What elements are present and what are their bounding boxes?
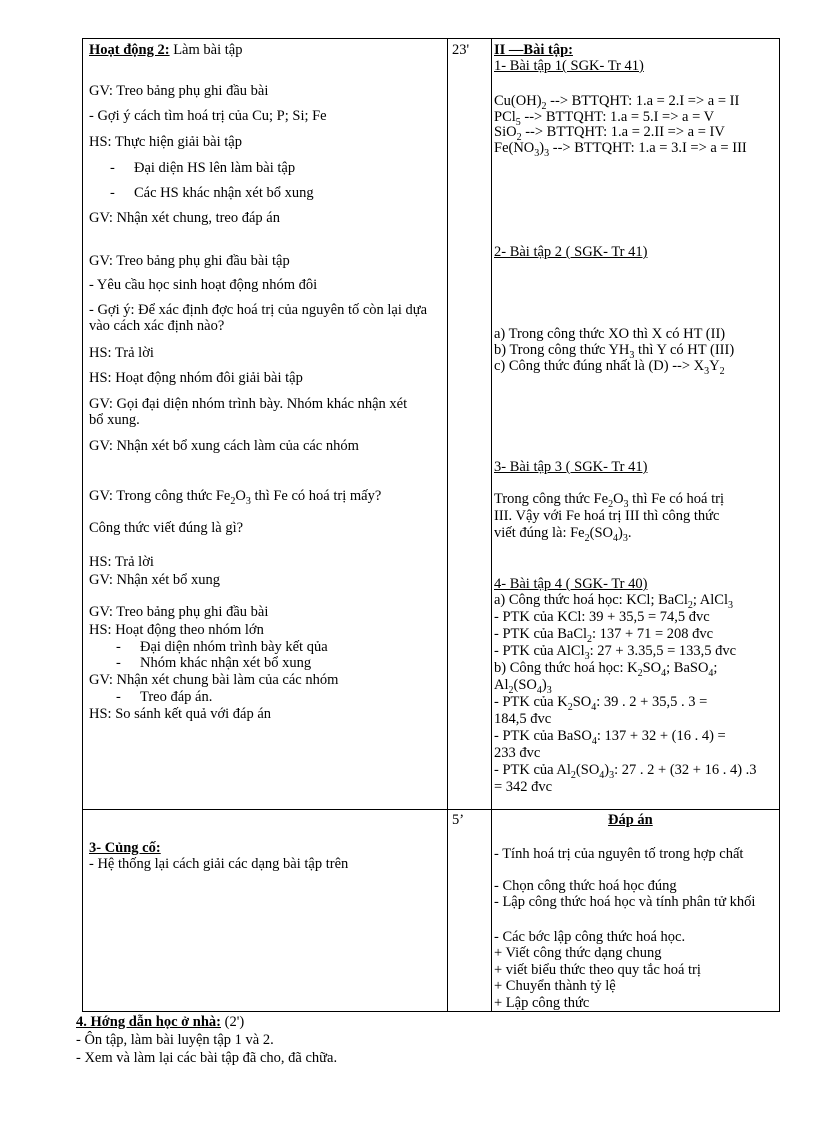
left-line: GV: Nhận xét bổ xung [89,572,221,588]
left-line: - Gợi ý cách tìm hoá trị của Cu; P; Si; Fe [89,108,327,124]
bt1-line: $Fe(NO_3)_3$ --> BTTQHT: 1.a = 3.I => a = III [494,140,747,159]
bt4-line: - PTK của BaSO$_4$: 137 + 32 + (16 . 4) = [494,728,726,747]
bt2-title: 2- Bài tập 2 ( SGK- Tr 41) [494,244,648,260]
activity-heading: Hoạt động 2: Làm bài tập [89,42,243,58]
left-line: GV: Nhận xét chung, treo đáp án [89,210,280,226]
bt1-line: PCl$_5$ --> BTTQHT: 1.a = 5.I => a = V [494,109,715,128]
bt1-title: 1- Bài tập 1( SGK- Tr 41) [494,58,644,74]
bt4-line: - PTK của AlCl$_3$: 27 + 3.35,5 = 133,5 đvc [494,643,737,662]
left-line: GV: Treo bảng phụ ghi đầu bài tập [89,253,290,269]
bt4-line: 184,5 đvc [494,711,552,727]
bt4-line: $Al_2(SO_4)_3$ [494,677,552,696]
bt4-line: - PTK của $Al_2(SO_4)_3$: 27 . 2 + (32 + 16 . 4) .3 [494,762,757,781]
left-line: HS: Trả lời [89,554,154,570]
left-line: HS: Hoạt động theo nhóm lớn [89,622,264,638]
time-cell: 23' [452,42,470,58]
left-line: HS: Trả lời [89,345,154,361]
bt3-line: Trong công thức $Fe_2O_3$ thì Fe có hoá trị [494,491,724,510]
dap-an-line: + viết biểu thức theo quy tắc hoá trị [494,962,701,978]
bullet-line: - Các HS khác nhận xét bổ xung [110,185,314,201]
gv-question: GV: Trong công thức $Fe_2O_3$ thì Fe có hoá trị mấy? [89,488,382,507]
row-divider [83,809,779,810]
section-title: II —Bài tập: [494,42,573,58]
bt2-line: c) Công thức đúng nhất là (D) --> $X_3Y_2$ [494,358,725,377]
left-line: - Gợi ý: Để xác định đợc hoá trị của nguyên tố còn lại dựa vào cách xác định nào? [89,302,428,334]
bt2-line: b) Trong công thức $YH_3$ thì Y có HT (III) [494,342,735,361]
bt4-line: - PTK của KCl: 39 + 35,5 = 74,5 đvc [494,609,710,625]
homework-line: - Ôn tập, làm bài luyện tập 1 và 2. [76,1032,274,1048]
bullet-line: - Đại diện HS lên làm bài tập [110,160,296,176]
left-line: HS: Thực hiện giải bài tập [89,134,242,150]
bt4-line: - PTK của $K_2SO_4$: 39 . 2 + 35,5 . 3 = [494,694,708,713]
bt4-line: a) Công thức hoá học: KCl; BaCl$_2$; AlCl$_3$ [494,592,733,611]
cung-co-text: - Hệ thống lại cách giải các dạng bài tập trên [89,856,349,872]
dap-an-line: + Lập công thức [494,995,590,1011]
bt4-line: = 342 đvc [494,779,553,795]
left-line: - Yêu cầu học sinh hoạt động nhóm đôi [89,277,318,293]
dap-an-title: Đáp án [608,812,653,828]
left-line: GV: Treo bảng phụ ghi đầu bài [89,604,269,620]
time-cell: 5’ [452,812,465,828]
bt4-title: 4- Bài tập 4 ( SGK- Tr 40) [494,576,648,592]
homework-line: - Xem và làm lại các bài tập đã cho, đã chữa. [76,1050,338,1066]
left-line: GV: Nhận xét chung bài làm của các nhóm [89,672,339,688]
bt4-line: - PTK của BaCl$_2$: 137 + 71 = 208 đvc [494,626,714,645]
column-divider-2 [491,39,492,1011]
cung-co-title: 3- Củng cố: [89,840,161,856]
bullet-line: - Đại diện nhóm trình bày kết qủa [116,639,328,655]
left-line: Công thức viết đúng là gì? [89,520,244,536]
dap-an-line: - Các bớc lập công thức hoá học. [494,929,686,945]
left-line: GV: Treo bảng phụ ghi đầu bài [89,83,269,99]
bullet-line: - Treo đáp án. [116,689,213,705]
left-line: GV: Gọi đại diện nhóm trình bày. Nhóm khác nhận xét bổ xung. [89,396,408,428]
left-line: HS: So sánh kết quả với đáp án [89,706,272,722]
dap-an-line: + Viết công thức dạng chung [494,945,662,961]
dap-an-line: - Lập công thức hoá học và tính phân tử khối [494,894,756,910]
bt1-line: SiO$_2$ --> BTTQHT: 1.a = 2.II => a = IV [494,124,725,143]
column-divider-1 [447,39,448,1011]
left-line: HS: Hoạt động nhóm đôi giải bài tập [89,370,303,386]
left-line: GV: Nhận xét bổ xung cách làm của các nhóm [89,438,359,454]
bt1-line: $Cu(OH)_2$ --> BTTQHT: 1.a = 2.I => a = II [494,93,740,112]
homework-heading: 4. Hớng dẫn học ở nhà: (2') [76,1014,245,1030]
dap-an-line: - Chọn công thức hoá học đúng [494,878,677,894]
bt2-line: a) Trong công thức XO thì X có HT (II) [494,326,726,342]
bt4-line: 233 đvc [494,745,541,761]
bt3-title: 3- Bài tập 3 ( SGK- Tr 41) [494,459,648,475]
bt3-line: viết đúng là: $Fe_2(SO_4)_3$. [494,525,632,544]
bt3-line: III. Vậy với Fe hoá trị III thì công thức [494,508,720,524]
bt4-line: b) Công thức hoá học: $K_2SO_4$; BaSO$_4$; [494,660,718,679]
dap-an-line: - Tính hoá trị của nguyên tố trong hợp chất [494,846,744,862]
bullet-line: - Nhóm khác nhận xét bổ xung [116,655,312,671]
dap-an-line: + Chuyển thành tỷ lệ [494,978,616,994]
